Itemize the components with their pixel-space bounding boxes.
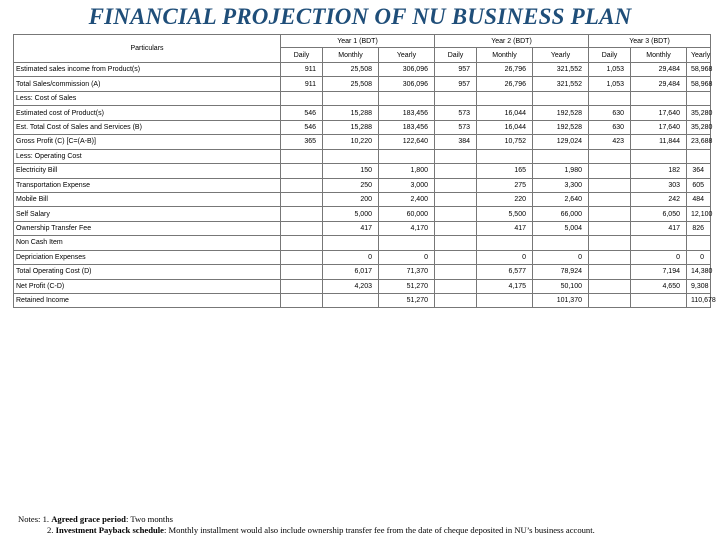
value-cell: 605 bbox=[687, 178, 711, 192]
value-cell: 1,053 bbox=[589, 77, 631, 91]
value-cell: 0 bbox=[687, 250, 711, 264]
value-cell: 630 bbox=[589, 120, 631, 134]
value-cell bbox=[435, 192, 477, 206]
value-cell: 14,380 bbox=[687, 265, 711, 279]
table-row bbox=[14, 192, 711, 206]
value-cell: 3,000 bbox=[379, 178, 435, 192]
value-cell bbox=[281, 164, 323, 178]
value-cell: 911 bbox=[281, 63, 323, 77]
value-cell: 165 bbox=[477, 164, 533, 178]
value-cell bbox=[477, 91, 533, 105]
value-cell: 1,800 bbox=[379, 164, 435, 178]
value-cell: 17,640 bbox=[631, 120, 687, 134]
year-1-yearly-header: Yearly bbox=[379, 48, 435, 63]
value-cell: 5,500 bbox=[477, 207, 533, 221]
value-cell bbox=[281, 250, 323, 264]
value-cell bbox=[281, 265, 323, 279]
value-cell bbox=[589, 250, 631, 264]
value-cell: 60,000 bbox=[379, 207, 435, 221]
value-cell bbox=[631, 91, 687, 105]
value-cell: 321,552 bbox=[533, 77, 589, 91]
table-row bbox=[14, 221, 711, 235]
table-body bbox=[14, 63, 716, 308]
value-cell: 150 bbox=[323, 164, 379, 178]
notes-prefix: Notes: 1. bbox=[18, 514, 52, 524]
year-2-header: Year 2 (BDT) bbox=[435, 35, 589, 48]
value-cell: 23,688 bbox=[687, 135, 711, 149]
value-cell: 51,270 bbox=[379, 279, 435, 293]
value-cell: 4,170 bbox=[379, 221, 435, 235]
row-label: Mobile Bill bbox=[14, 192, 281, 206]
row-label: Less: Cost of Sales bbox=[14, 91, 281, 105]
table-row bbox=[14, 164, 711, 178]
year-2-yearly-header: Yearly bbox=[533, 48, 589, 63]
value-cell: 573 bbox=[435, 120, 477, 134]
value-cell: 0 bbox=[379, 250, 435, 264]
value-cell bbox=[435, 279, 477, 293]
value-cell: 0 bbox=[631, 250, 687, 264]
value-cell: 11,844 bbox=[631, 135, 687, 149]
row-label: Less: Operating Cost bbox=[14, 149, 281, 163]
value-cell bbox=[477, 149, 533, 163]
value-cell: 0 bbox=[533, 250, 589, 264]
value-cell bbox=[379, 149, 435, 163]
value-cell bbox=[589, 294, 631, 308]
value-cell: 110,678 bbox=[687, 294, 711, 308]
value-cell: 1,053 bbox=[589, 63, 631, 77]
table-row bbox=[14, 207, 711, 221]
row-label: Total Operating Cost (D) bbox=[14, 265, 281, 279]
value-cell bbox=[281, 91, 323, 105]
value-cell bbox=[323, 236, 379, 250]
value-cell: 182 bbox=[631, 164, 687, 178]
value-cell: 35,280 bbox=[687, 106, 711, 120]
value-cell: 0 bbox=[323, 250, 379, 264]
value-cell bbox=[281, 178, 323, 192]
row-label: Transportation Expense bbox=[14, 178, 281, 192]
value-cell: 1,980 bbox=[533, 164, 589, 178]
value-cell: 220 bbox=[477, 192, 533, 206]
value-cell: 3,300 bbox=[533, 178, 589, 192]
value-cell: 58,968 bbox=[687, 77, 711, 91]
value-cell: 51,270 bbox=[379, 294, 435, 308]
value-cell: 58,968 bbox=[687, 63, 711, 77]
value-cell: 26,796 bbox=[477, 63, 533, 77]
table-row bbox=[14, 294, 711, 308]
row-label: Depriciation Expenses bbox=[14, 250, 281, 264]
table-row bbox=[14, 77, 711, 91]
row-label: Non Cash Item bbox=[14, 236, 281, 250]
value-cell bbox=[281, 236, 323, 250]
year-3-yearly-header: Yearly bbox=[687, 48, 711, 63]
note-2-prefix: 2. bbox=[47, 525, 56, 535]
row-label: Electricity Bill bbox=[14, 164, 281, 178]
value-cell bbox=[589, 178, 631, 192]
value-cell bbox=[589, 279, 631, 293]
value-cell: 957 bbox=[435, 77, 477, 91]
value-cell: 306,096 bbox=[379, 77, 435, 91]
row-label: Ownership Transfer Fee bbox=[14, 221, 281, 235]
value-cell bbox=[589, 236, 631, 250]
year-3-daily-header: Daily bbox=[589, 48, 631, 63]
year-1-daily-header: Daily bbox=[281, 48, 323, 63]
value-cell: 423 bbox=[589, 135, 631, 149]
year-2-daily-header: Daily bbox=[435, 48, 477, 63]
value-cell bbox=[631, 236, 687, 250]
value-cell: 6,050 bbox=[631, 207, 687, 221]
value-cell: 35,280 bbox=[687, 120, 711, 134]
value-cell bbox=[589, 149, 631, 163]
value-cell: 129,024 bbox=[533, 135, 589, 149]
table-row bbox=[14, 63, 711, 77]
value-cell: 12,100 bbox=[687, 207, 711, 221]
value-cell bbox=[435, 236, 477, 250]
value-cell bbox=[477, 294, 533, 308]
value-cell: 250 bbox=[323, 178, 379, 192]
value-cell: 15,288 bbox=[323, 106, 379, 120]
value-cell bbox=[281, 192, 323, 206]
row-label: Net Profit (C-D) bbox=[14, 279, 281, 293]
value-cell: 365 bbox=[281, 135, 323, 149]
value-cell: 5,004 bbox=[533, 221, 589, 235]
value-cell: 275 bbox=[477, 178, 533, 192]
note-2-text: : Monthly installment would also include ownership transfer fee from the date of cheque deposited in NU’s business account. bbox=[163, 525, 595, 535]
value-cell: 546 bbox=[281, 120, 323, 134]
value-cell bbox=[631, 149, 687, 163]
value-cell: 384 bbox=[435, 135, 477, 149]
value-cell: 364 bbox=[687, 164, 711, 178]
value-cell bbox=[589, 192, 631, 206]
value-cell: 17,640 bbox=[631, 106, 687, 120]
value-cell bbox=[589, 207, 631, 221]
note-2 bbox=[18, 525, 718, 536]
value-cell bbox=[435, 178, 477, 192]
value-cell bbox=[533, 236, 589, 250]
value-cell: 4,175 bbox=[477, 279, 533, 293]
value-cell: 417 bbox=[477, 221, 533, 235]
value-cell: 7,194 bbox=[631, 265, 687, 279]
value-cell: 2,400 bbox=[379, 192, 435, 206]
value-cell: 6,017 bbox=[323, 265, 379, 279]
value-cell: 573 bbox=[435, 106, 477, 120]
table-row bbox=[14, 106, 711, 120]
value-cell bbox=[477, 236, 533, 250]
row-label: Retained Income bbox=[14, 294, 281, 308]
value-cell bbox=[589, 91, 631, 105]
value-cell: 630 bbox=[589, 106, 631, 120]
table-row bbox=[14, 120, 711, 134]
value-cell: 4,203 bbox=[323, 279, 379, 293]
value-cell bbox=[435, 221, 477, 235]
value-cell: 321,552 bbox=[533, 63, 589, 77]
year-1-monthly-header: Monthly bbox=[323, 48, 379, 63]
value-cell bbox=[323, 294, 379, 308]
note-1-text: : Two months bbox=[125, 514, 173, 524]
value-cell bbox=[589, 164, 631, 178]
value-cell: 101,370 bbox=[533, 294, 589, 308]
value-cell bbox=[281, 294, 323, 308]
table-row bbox=[14, 236, 711, 250]
year-2-monthly-header: Monthly bbox=[477, 48, 533, 63]
value-cell bbox=[533, 91, 589, 105]
value-cell: 10,752 bbox=[477, 135, 533, 149]
value-cell bbox=[435, 265, 477, 279]
value-cell bbox=[435, 207, 477, 221]
value-cell: 546 bbox=[281, 106, 323, 120]
year-3-monthly-header: Monthly bbox=[631, 48, 687, 63]
value-cell: 183,456 bbox=[379, 106, 435, 120]
value-cell: 16,044 bbox=[477, 120, 533, 134]
row-label: Estimated sales income from Product(s) bbox=[14, 63, 281, 77]
row-label: Est. Total Cost of Sales and Services (B) bbox=[14, 120, 281, 134]
value-cell bbox=[435, 149, 477, 163]
table-row bbox=[14, 265, 711, 279]
value-cell: 66,000 bbox=[533, 207, 589, 221]
value-cell: 16,044 bbox=[477, 106, 533, 120]
value-cell: 826 bbox=[687, 221, 711, 235]
note-1 bbox=[18, 514, 718, 525]
value-cell: 417 bbox=[323, 221, 379, 235]
value-cell: 192,528 bbox=[533, 106, 589, 120]
year-3-header: Year 3 (BDT) bbox=[589, 35, 711, 48]
value-cell: 200 bbox=[323, 192, 379, 206]
value-cell bbox=[631, 294, 687, 308]
table-row bbox=[14, 178, 711, 192]
value-cell bbox=[281, 221, 323, 235]
value-cell bbox=[435, 91, 477, 105]
table-row bbox=[14, 279, 711, 293]
value-cell: 122,640 bbox=[379, 135, 435, 149]
value-cell bbox=[281, 149, 323, 163]
notes bbox=[18, 514, 718, 536]
value-cell bbox=[589, 265, 631, 279]
page-title: FINANCIAL PROJECTION OF NU BUSINESS PLAN bbox=[88, 4, 632, 29]
value-cell bbox=[589, 221, 631, 235]
value-cell: 9,308 bbox=[687, 279, 711, 293]
particulars-header: Particulars bbox=[14, 35, 281, 63]
value-cell bbox=[435, 250, 477, 264]
value-cell bbox=[281, 279, 323, 293]
value-cell: 10,220 bbox=[323, 135, 379, 149]
value-cell: 911 bbox=[281, 77, 323, 91]
value-cell: 50,100 bbox=[533, 279, 589, 293]
value-cell: 5,000 bbox=[323, 207, 379, 221]
value-cell bbox=[687, 91, 711, 105]
financial-projection-table bbox=[13, 34, 716, 308]
value-cell: 303 bbox=[631, 178, 687, 192]
value-cell: 6,577 bbox=[477, 265, 533, 279]
value-cell bbox=[533, 149, 589, 163]
value-cell: 4,650 bbox=[631, 279, 687, 293]
value-cell bbox=[379, 236, 435, 250]
value-cell: 78,924 bbox=[533, 265, 589, 279]
value-cell: 26,796 bbox=[477, 77, 533, 91]
value-cell bbox=[687, 149, 711, 163]
value-cell: 306,096 bbox=[379, 63, 435, 77]
value-cell: 29,484 bbox=[631, 63, 687, 77]
value-cell bbox=[323, 91, 379, 105]
value-cell: 29,484 bbox=[631, 77, 687, 91]
value-cell: 183,456 bbox=[379, 120, 435, 134]
value-cell: 25,508 bbox=[323, 63, 379, 77]
year-1-header: Year 1 (BDT) bbox=[281, 35, 435, 48]
value-cell: 71,370 bbox=[379, 265, 435, 279]
value-cell bbox=[435, 294, 477, 308]
value-cell bbox=[379, 91, 435, 105]
value-cell bbox=[687, 236, 711, 250]
value-cell: 192,528 bbox=[533, 120, 589, 134]
value-cell bbox=[281, 207, 323, 221]
value-cell: 0 bbox=[477, 250, 533, 264]
row-label: Total Sales/commission (A) bbox=[14, 77, 281, 91]
note-2-label: Investment Payback schedule bbox=[55, 525, 164, 535]
value-cell: 15,288 bbox=[323, 120, 379, 134]
value-cell bbox=[435, 164, 477, 178]
value-cell bbox=[323, 149, 379, 163]
table-row bbox=[14, 149, 711, 163]
row-label: Estimated cost of Product(s) bbox=[14, 106, 281, 120]
value-cell: 25,508 bbox=[323, 77, 379, 91]
row-label: Gross Profit (C) [C=(A-B)] bbox=[14, 135, 281, 149]
value-cell: 417 bbox=[631, 221, 687, 235]
table-row bbox=[14, 91, 711, 105]
value-cell: 484 bbox=[687, 192, 711, 206]
value-cell: 957 bbox=[435, 63, 477, 77]
value-cell: 2,640 bbox=[533, 192, 589, 206]
table-row bbox=[14, 250, 711, 264]
table-row bbox=[14, 135, 711, 149]
value-cell: 242 bbox=[631, 192, 687, 206]
row-label: Self Salary bbox=[14, 207, 281, 221]
note-1-label: Agreed grace period bbox=[51, 514, 126, 524]
